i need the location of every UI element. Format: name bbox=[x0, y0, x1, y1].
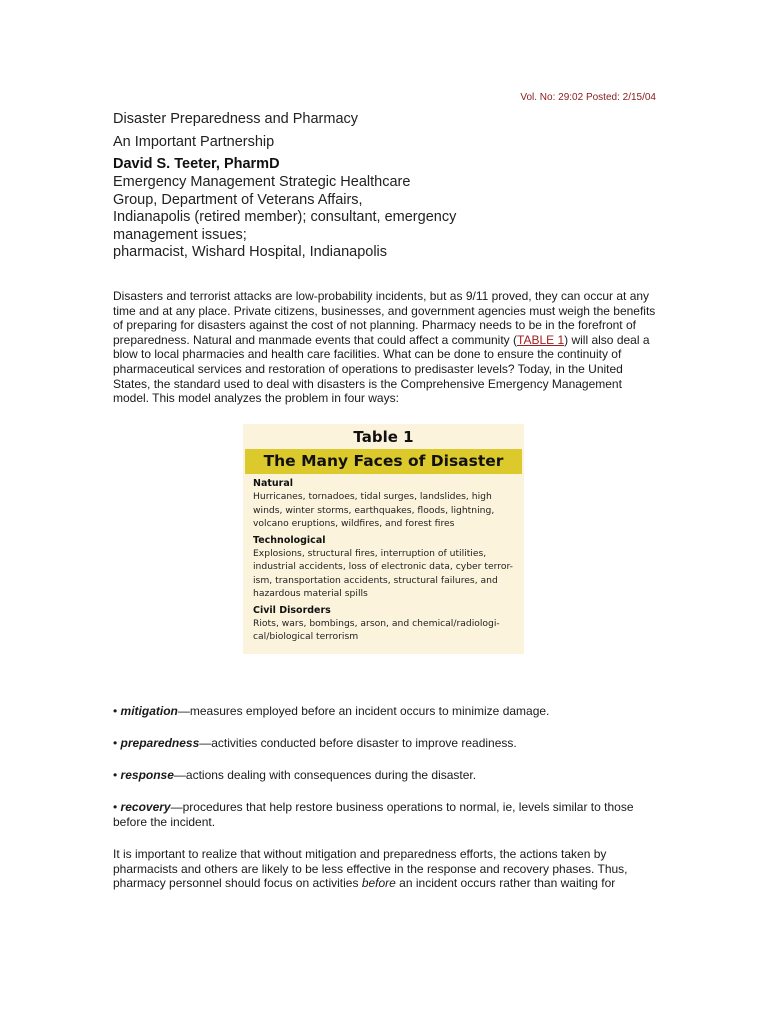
affiliation-line: pharmacist, Wishard Hospital, Indianapolis bbox=[113, 244, 388, 261]
table-section-natural bbox=[243, 478, 524, 531]
closing-emphasis: before bbox=[361, 876, 396, 891]
intro-text-start: Disasters and terrorist attacks are low-probability incidents, but as 9/11 proved, they can occur at any time and at any place. Private citizens, businesses, and government agencies must weigh the benefits of preparing for disasters against the cost of not planning. Pharmacy needs to be in the forefront of preparedness. Natural and manmade events that could affect a community ( bbox=[113, 289, 656, 347]
section-line: cal/biological terrorism bbox=[253, 631, 359, 642]
section-heading: Civil Disorders bbox=[253, 604, 331, 616]
bullet-term: response bbox=[120, 768, 174, 782]
table-section-technological bbox=[243, 535, 524, 601]
bullet-recovery bbox=[113, 800, 658, 829]
section-line: ism, transportation accidents, structural failures, and bbox=[253, 574, 498, 586]
intro-text-end: ) will also deal a blow to local pharmacies and health care facilities. What can be done to ensure the continuity of pharmaceutical services and restoration of operations to predisaster levels? Today, in the United States, the standard used to deal with disasters is the Comprehensive Emergency Management model. This model analyzes the problem in four ways: bbox=[113, 332, 650, 406]
section-line: Riots, wars, bombings, arson, and chemical/radiologi- bbox=[253, 617, 500, 629]
article-title: Disaster Preparedness and Pharmacy bbox=[113, 111, 359, 127]
bullet-text: —activities conducted before disaster to improve readiness. bbox=[199, 736, 517, 750]
volume-posted-info: Vol. No: 29:02 Posted: 2/15/04 bbox=[520, 92, 656, 103]
closing-paragraph bbox=[113, 847, 658, 891]
affiliation-line: management issues; bbox=[113, 226, 247, 243]
section-line: industrial accidents, loss of electronic data, cyber terror- bbox=[253, 561, 513, 572]
author-name: David S. Teeter, PharmD bbox=[113, 156, 280, 172]
section-heading: Technological bbox=[253, 534, 326, 546]
bullet-marker: • bbox=[113, 704, 121, 718]
closing-text-end: an incident occurs rather than waiting for bbox=[395, 876, 616, 891]
bullet-text: —procedures that help restore business operations to normal, ie, levels similar to those before the incident. bbox=[113, 800, 634, 829]
bullet-term: recovery bbox=[120, 800, 171, 814]
affiliation-line: Group, Department of Veterans Affairs, bbox=[113, 191, 363, 208]
bullet-term: mitigation bbox=[120, 704, 178, 718]
bullet-marker: • bbox=[113, 736, 121, 750]
table-section-civil-disorders bbox=[243, 605, 524, 644]
bullet-text: —measures employed before an incident occurs to minimize damage. bbox=[177, 704, 550, 718]
bullet-text: —actions dealing with consequences during the disaster. bbox=[173, 768, 477, 782]
bullet-term: preparedness bbox=[120, 736, 200, 750]
table-title: The Many Faces of Disaster bbox=[245, 449, 522, 474]
table-1-figure bbox=[243, 424, 524, 654]
intro-paragraph bbox=[113, 289, 658, 406]
section-line: volcano eruptions, wildfires, and forest fires bbox=[253, 518, 455, 529]
table-1-link[interactable]: TABLE 1 bbox=[517, 332, 565, 347]
article-subtitle: An Important Partnership bbox=[113, 134, 275, 150]
section-line: winds, winter storms, earthquakes, floods, lightning, bbox=[253, 504, 495, 516]
bullet-mitigation bbox=[113, 704, 658, 719]
section-line: Hurricanes, tornadoes, tidal surges, landslides, high bbox=[253, 491, 492, 502]
affiliation-line: Emergency Management Strategic Healthcare bbox=[113, 174, 411, 190]
bullet-marker: • bbox=[113, 768, 121, 782]
table-number: Table 1 bbox=[353, 428, 414, 446]
author-affiliation bbox=[113, 174, 493, 262]
closing-text-start: It is important to realize that without mitigation and preparedness efforts, the actions taken by pharmacists and others are likely to be less effective in the response and recovery phases. Thus, pharmacy personnel should focus on activities bbox=[113, 847, 628, 891]
bullet-preparedness bbox=[113, 736, 658, 751]
bullet-response bbox=[113, 768, 658, 783]
section-line: hazardous material spills bbox=[253, 588, 368, 599]
section-heading: Natural bbox=[253, 478, 294, 489]
section-line: Explosions, structural fires, interruption of utilities, bbox=[253, 547, 487, 559]
affiliation-line: Indianapolis (retired member); consultant, emergency bbox=[113, 209, 457, 226]
bullet-marker: • bbox=[113, 800, 121, 814]
